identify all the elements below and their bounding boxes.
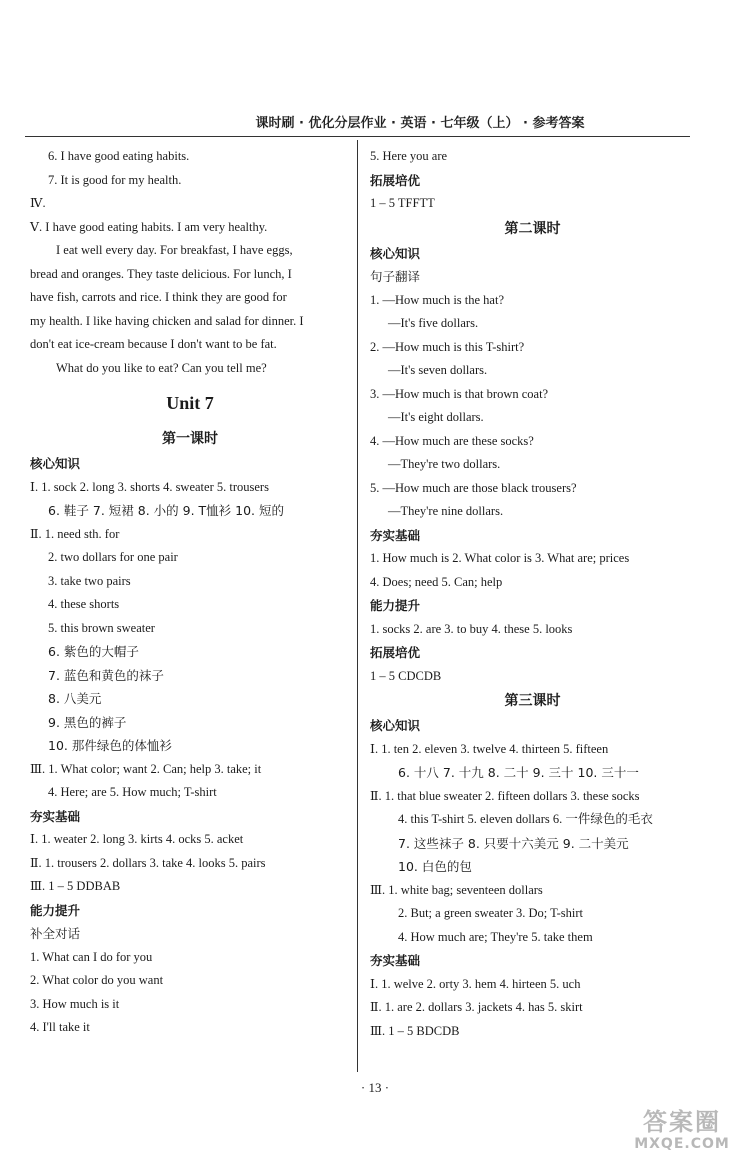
right-column-line: Ⅰ. 1. welve 2. orty 3. hem 4. hirteen 5. uch [370,976,581,991]
left-column-line: 3. take two pairs [48,573,131,588]
right-column-line: —It's seven dollars. [388,363,488,377]
left-column-line: 3. How much is it [30,996,120,1011]
right-column-line: 1 – 5 TFFTT [370,196,435,210]
right-column-line: 核心知识 [370,718,421,733]
left-column-line: 7. It is good for my health. [48,172,182,187]
right-column-line: 2. —How much is this T-shirt? [370,339,525,354]
header-rule [25,136,690,137]
right-column-line: 能力提升 [370,598,421,613]
left-column-line: 5. this brown sweater [48,620,155,635]
left-column-line: 4. Here; are 5. How much; T-shirt [48,785,217,799]
left-column-line: 补全对话 [30,926,81,941]
left-column-line: Unit 7 [166,393,214,413]
left-column-line: Ⅱ. 1. trousers 2. dollars 3. take 4. looks 5. pairs [30,855,266,870]
watermark-logo: 答案圈 [643,1108,721,1136]
left-column-line: my health. I like having chicken and salad for dinner. I [30,313,304,328]
right-column [370,145,695,1043]
left-column-line: 6. 鞋子 7. 短裙 8. 小的 9. T恤衫 10. 短的 [48,503,284,518]
right-column-line: 核心知识 [370,245,421,261]
left-column-line: Ⅲ. 1. What color; want 2. Can; help 3. take; it [30,761,262,776]
right-column-line: 1 – 5 CDCDB [370,668,442,683]
right-column-line: 6. 十八 7. 十九 8. 二十 9. 三十 10. 三十一 [398,765,639,780]
right-column-line: Ⅰ. 1. ten 2. eleven 3. twelve 4. thirteen 5. fifteen [370,741,609,756]
right-column-line: 句子翻译 [370,269,421,284]
page-header: 课时刷 · 优化分层作业 · 英语 · 七年级（上） · 参考答案 [255,116,585,131]
column-divider [357,140,358,1072]
left-column-line: Ⅳ. [30,196,46,210]
left-column-line: 6. I have good eating habits. [48,149,190,163]
right-column-line: 1. —How much is the hat? [370,292,505,307]
left-column-line: 6. 紫色的大帽子 [48,644,139,659]
left-column-line: 核心知识 [30,456,81,471]
left-column [30,145,350,1040]
watermark-url: MXQE.COM [634,1136,730,1152]
page-number: · 13 · [360,1080,390,1095]
right-column-line: 7. 这些袜子 8. 只要十六美元 9. 二十美元 [398,835,629,851]
left-column-line: Ⅰ. 1. weater 2. long 3. kirts 4. ocks 5. acket [30,832,244,846]
left-column-line: Ⅰ. 1. sock 2. long 3. shorts 4. sweater 5. trousers [30,479,269,494]
right-column-line: 第三课时 [504,693,561,709]
right-column-line: 4. —How much are these socks? [370,433,534,448]
right-column-line: 5. —How much are those black trousers? [370,480,577,495]
right-column-line: Ⅲ. 1 – 5 BDCDB [370,1023,460,1038]
right-column-line: 第二课时 [504,220,561,237]
right-column-line: 夯实基础 [370,953,421,968]
right-column-line: —They're two dollars. [388,457,501,471]
right-column-line: 4. this T-shirt 5. eleven dollars 6. 一件绿色的毛衣 [398,812,653,826]
left-column-line: 能力提升 [30,902,81,918]
watermark [618,1108,746,1154]
left-column-line: What do you like to eat? Can you tell me? [56,360,267,375]
right-column-line: 夯实基础 [370,527,421,543]
left-column-line: 4. these shorts [48,597,120,611]
right-column-line: 4. How much are; They're 5. take them [398,929,593,944]
left-column-line: Ⅱ. 1. need sth. for [30,526,120,541]
left-column-line: 2. What color do you want [30,973,164,987]
right-column-line: Ⅱ. 1. that blue sweater 2. fifteen dollars 3. these socks [370,788,640,803]
right-column-line: 拓展培优 [370,172,421,188]
left-column-line: 第一课时 [162,431,218,447]
right-column-line: 5. Here you are [370,149,448,163]
right-column-line: 1. socks 2. are 3. to buy 4. these 5. looks [370,621,573,636]
left-column-line: Ⅲ. 1 – 5 DDBAB [30,879,121,893]
right-column-line: —It's five dollars. [388,316,479,330]
right-column-line: 1. How much is 2. What color is 3. What are; prices [370,551,630,565]
left-column-line: have fish, carrots and rice. I think they are good for [30,290,287,304]
left-column-line: 9. 黑色的裤子 [48,714,127,730]
right-column-line: Ⅱ. 1. are 2. dollars 3. jackets 4. has 5. skirt [370,1000,583,1014]
left-column-line: 10. 那件绿色的体恤衫 [48,738,172,753]
right-column-line: —They're nine dollars. [388,504,504,518]
left-column-line: 8. 八美元 [48,691,102,706]
right-column-line: 4. Does; need 5. Can; help [370,574,503,589]
right-column-line: —It's eight dollars. [388,410,484,424]
right-column-line: 2. But; a green sweater 3. Do; T-shirt [398,906,584,920]
left-column-line: 4. I'll take it [30,1020,90,1034]
left-column-line: 7. 蓝色和黄色的袜子 [48,667,164,683]
left-column-line: bread and oranges. They taste delicious. For lunch, I [30,266,292,281]
left-column-line: 1. What can I do for you [30,949,153,964]
left-column-line: 夯实基础 [30,808,81,824]
right-column-line: 拓展培优 [370,645,421,660]
right-column-line: 10. 白色的包 [398,859,472,874]
right-column-line: Ⅲ. 1. white bag; seventeen dollars [370,882,543,897]
left-column-line: 2. two dollars for one pair [48,550,178,564]
left-column-line: don't eat ice-cream because I don't want to be fat. [30,337,277,351]
left-column-line: I eat well every day. For breakfast, I have eggs, [56,243,293,257]
right-column-line: 3. —How much is that brown coat? [370,386,549,401]
left-column-line: Ⅴ. I have good eating habits. I am very healthy. [30,219,268,234]
